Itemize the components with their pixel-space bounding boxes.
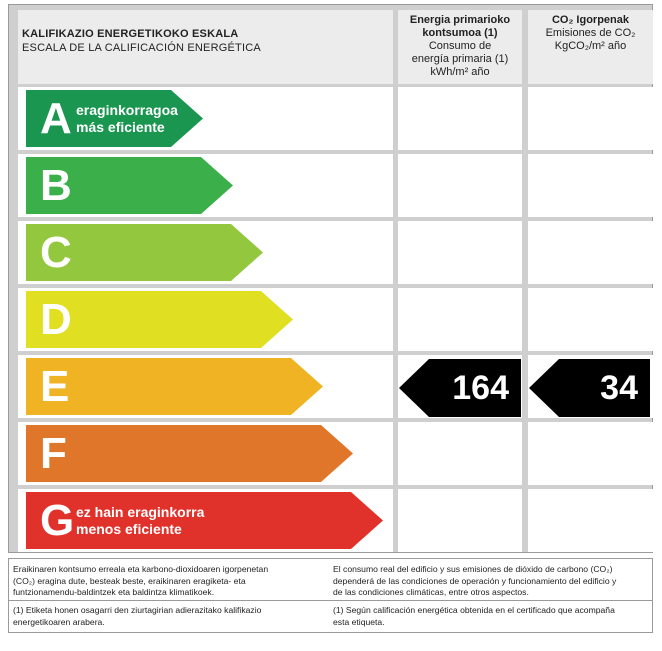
- emissions-cell-f: [528, 422, 653, 485]
- scale-row-g: [18, 489, 393, 552]
- scale-letter-g: G: [40, 496, 75, 545]
- emissions-cell-b: [528, 154, 653, 217]
- emissions-cell-e: [528, 355, 653, 418]
- scale-row-f: [18, 422, 393, 485]
- consumption-header-line-3: Consumo de: [428, 40, 492, 52]
- scale-label-g-line-2: menos eficiente: [76, 521, 182, 537]
- note-spanish-line-2: dependerá de las condiciones de operación y funcionamiento del edificio y: [333, 575, 617, 586]
- scale-label-g-line-1: ez hain eraginkorra: [76, 504, 205, 520]
- consumption-rating-marker: [399, 359, 521, 417]
- consumption-header-line-1: Energia primarioko: [409, 14, 511, 26]
- footnote-basque-line-1: (1) Etiketa honen osagarri den ziurtagirian adierazitako kalifikazio: [13, 605, 262, 615]
- consumption-header-line-4: energía primaria (1): [411, 53, 509, 65]
- notes-divider: [9, 600, 652, 601]
- scale-letter-b: B: [40, 161, 72, 210]
- consumption-header-unit: kWh/m² año: [430, 66, 490, 78]
- note-basque: [13, 564, 268, 599]
- footnotes: [8, 558, 653, 633]
- emissions-cell-c: [528, 221, 653, 284]
- footnote-basque-line-2: energetikoaren arabera.: [13, 616, 105, 627]
- consumption-cell-f: [398, 422, 522, 485]
- note-spanish-line-3: de las condiciones climáticas, entre otros aspectos.: [333, 587, 529, 597]
- consumption-value: 164: [452, 369, 509, 407]
- consumption-column-header: [398, 10, 522, 84]
- footnote-basque: [13, 605, 261, 628]
- emissions-column-header: [528, 10, 653, 84]
- scale-row-a: [18, 87, 393, 150]
- emissions-header-line-1: CO₂ Igorpenak: [551, 14, 629, 26]
- consumption-cell-c: [398, 221, 522, 284]
- scale-row-c: [18, 221, 393, 284]
- scale-label-a-line-2: más eficiente: [76, 119, 165, 135]
- scale-arrow-e: [26, 358, 323, 415]
- scale-letter-d: D: [40, 295, 72, 344]
- scale-row-d: [18, 288, 393, 351]
- emissions-cell-a: [528, 87, 653, 150]
- consumption-cell-g: [398, 489, 522, 552]
- scale-row-e: [18, 355, 393, 418]
- scale-letter-a: A: [40, 94, 72, 143]
- title-spanish: ESCALA DE LA CALIFICACIÓN ENERGÉTICA: [22, 42, 261, 54]
- emissions-cell-g: [528, 489, 653, 552]
- note-basque-line-2: (CO₂) eragina dute, besteak beste, eraikinaren eragiketa- eta: [13, 575, 246, 586]
- emissions-header-unit: KgCO₂/m² año: [554, 40, 627, 52]
- note-spanish-line-1: El consumo real del edificio y sus emisiones de dióxido de carbono (CO₂): [333, 564, 613, 574]
- scale-letter-c: C: [40, 228, 72, 277]
- footnote-spanish-line-1: (1) Según calificación energética obtenida en el certificado que acompaña: [333, 605, 615, 615]
- consumption-cell-e: [398, 355, 522, 418]
- scale-row-b: [18, 154, 393, 217]
- title-cell: [18, 10, 393, 84]
- scale-label-a-line-1: eraginkorragoa: [76, 102, 178, 118]
- note-basque-line-3: funtzionamendu-baldintzek eta baldintza klimatikoek.: [13, 587, 215, 597]
- note-spanish: [333, 564, 616, 599]
- consumption-cell-a: [398, 87, 522, 150]
- emissions-cell-d: [528, 288, 653, 351]
- emissions-rating-marker: [529, 359, 650, 417]
- consumption-cell-d: [398, 288, 522, 351]
- title-basque: KALIFIKAZIO ENERGETIKOKO ESKALA: [22, 28, 239, 40]
- footnote-spanish-line-2: esta etiqueta.: [333, 616, 385, 627]
- footnote-spanish: [333, 605, 615, 628]
- scale-letter-f: F: [40, 429, 67, 478]
- consumption-header-line-2: kontsumoa (1): [422, 27, 498, 39]
- scale-arrow-f: [26, 425, 353, 482]
- emissions-header-line-2: Emisiones de CO₂: [545, 27, 636, 39]
- consumption-cell-b: [398, 154, 522, 217]
- emissions-value: 34: [600, 369, 638, 407]
- note-basque-line-1: Eraikinaren kontsumo erreala eta karbono-dioxidoaren igorpenetan: [13, 564, 269, 574]
- scale-letter-e: E: [40, 362, 70, 411]
- energy-label-frame: [8, 4, 653, 553]
